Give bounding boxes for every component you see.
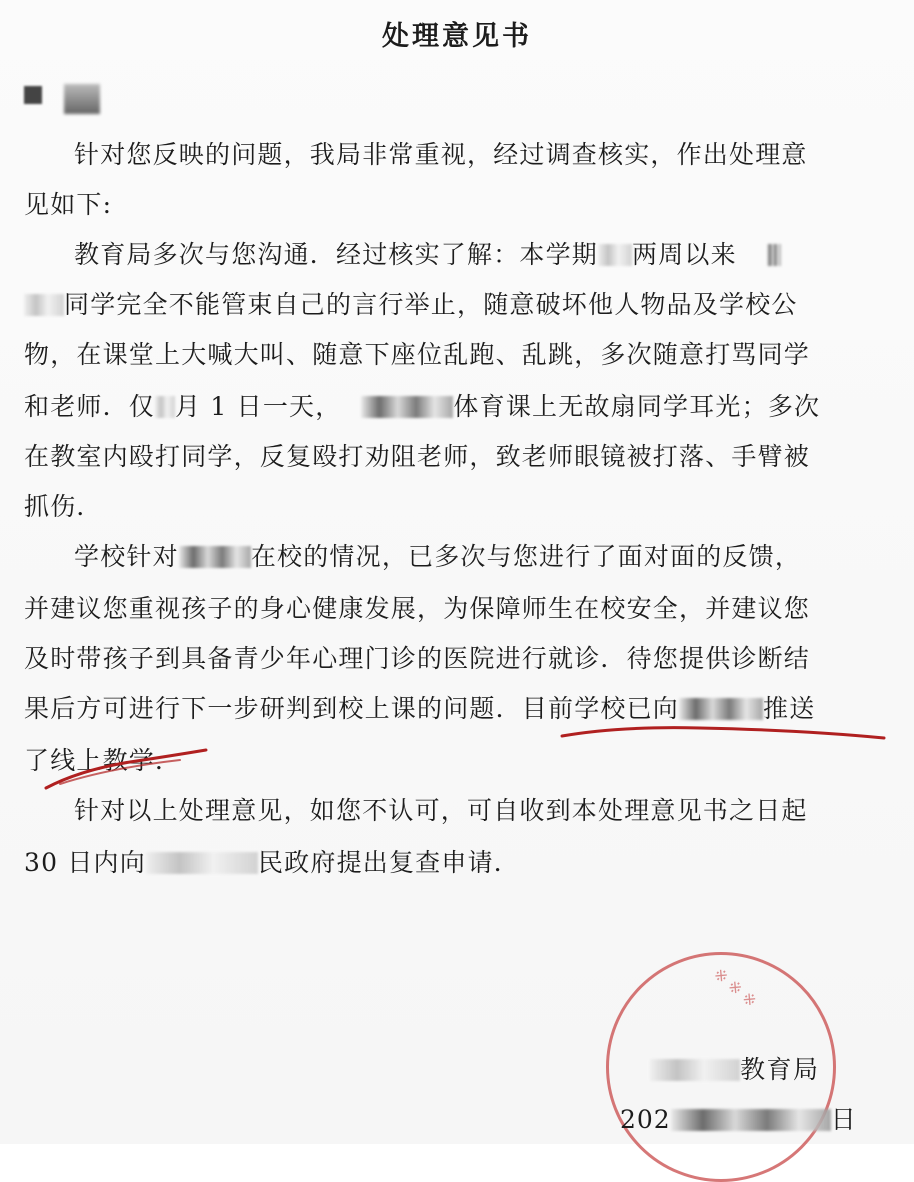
redaction-mask (146, 852, 258, 874)
text-segment: 两周以来 (632, 240, 737, 269)
text-segment: 民政府提出复查申请． (257, 848, 520, 877)
signature-text: 教育局 (740, 1055, 820, 1084)
paragraph-1-line-2: 见如下: (24, 190, 113, 219)
redaction-mask (671, 1109, 831, 1131)
paragraph-2-line-6: 抓伤． (24, 492, 103, 521)
redaction-mask (361, 396, 453, 418)
paragraph-3-line-2: 并建议您重视孩子的身心健康发展，为保障师生在校安全，并建议您 (24, 594, 811, 623)
text-segment: 和老师．仅 (24, 392, 156, 421)
text-segment: 在校的情况，已多次与您进行了面对面的反馈， (250, 542, 802, 571)
text-segment: 同学完全不能管束自己的言行举止，随意破坏他人物品及学校公 (64, 290, 798, 319)
redaction-mask (155, 396, 175, 418)
seal-lettering: ※ ※ ※ (709, 964, 761, 1011)
paragraph-4-line-1: 针对以上处理意见，如您不认可，可自收到本处理意见书之日起 (74, 796, 808, 825)
paragraph-3-line-5: 了线上教学． (24, 746, 182, 775)
paragraph-3-line-3: 及时带孩子到具备青少年心理门诊的医院进行就诊．待您提供诊断结 (24, 644, 811, 673)
paragraph-4-line-2 (24, 848, 520, 878)
date-prefix: 202 (620, 1105, 671, 1134)
text-segment: 月 1 日一天， (175, 392, 342, 421)
redacted-recipient-name (24, 80, 104, 116)
redaction-mask (179, 546, 251, 568)
text-segment: 教育局多次与您沟通．经过核实了解：本学期 (74, 240, 599, 269)
paragraph-3-line-4 (24, 694, 815, 724)
text-segment: 30 日内向 (24, 848, 146, 877)
text-segment: 果后方可进行下一步研判到校上课的问题．目前学校已向 (24, 694, 680, 723)
date-suffix: 日 (830, 1105, 857, 1134)
paragraph-1-line-1: 针对您反映的问题，我局非常重视，经过调查核实，作出处理意 (74, 140, 808, 169)
text-segment: 学校针对 (74, 542, 179, 571)
document-title: 处理意见书 (382, 21, 532, 52)
paragraph-2-line-2 (24, 290, 798, 320)
signature-line (650, 1050, 820, 1086)
paragraph-2-line-3: 物，在课堂上大喊大叫、随意下座位乱跑、乱跳，多次随意打骂同学 (24, 340, 811, 369)
redaction-mask (24, 294, 64, 316)
paragraph-2-line-5: 在教室内殴打同学，反复殴打劝阻老师，致老师眼镜被打落、手臂被 (24, 442, 811, 471)
paragraph-2-line-1 (74, 240, 781, 270)
redaction-mask (679, 698, 763, 720)
redaction-mask (650, 1059, 740, 1081)
paragraph-3-line-1 (74, 542, 801, 572)
paragraph-2-line-4 (24, 392, 820, 422)
text-segment: 推送 (763, 694, 816, 723)
date-line (620, 1100, 857, 1136)
red-underline-long (562, 728, 884, 738)
text-segment: 体育课上无故扇同学耳光；多次 (453, 392, 821, 421)
redaction-mask (767, 244, 781, 266)
redaction-mask (598, 244, 632, 266)
